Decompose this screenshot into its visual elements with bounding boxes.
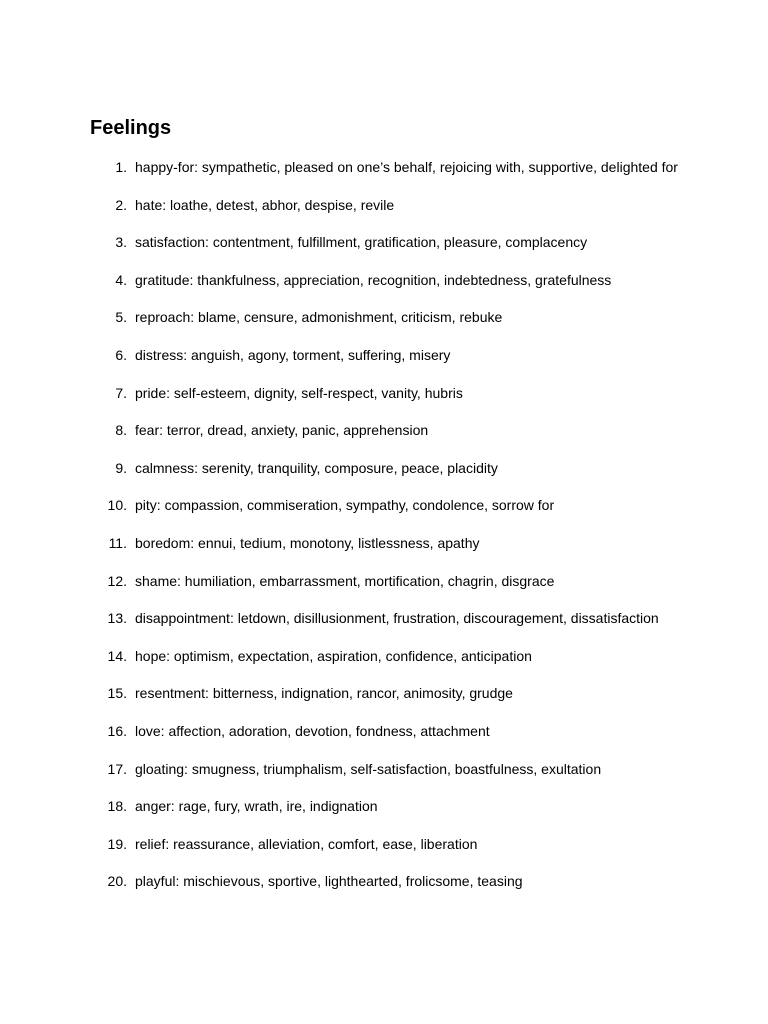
list-item-text: hope: optimism, expectation, aspiration, confidence, anticipation — [135, 647, 532, 664]
list-item-text: pride: self-esteem, dignity, self-respect, vanity, hubris — [135, 384, 463, 401]
list-item-number: 20. — [107, 873, 127, 890]
list-item-number: 4. — [115, 271, 127, 288]
list-item-number: 14. — [107, 647, 127, 664]
list-item-number: 5. — [115, 309, 127, 326]
list-item-number: 6. — [115, 346, 127, 363]
list-item-number: 2. — [115, 196, 127, 213]
list-item-text: playful: mischievous, sportive, lighthearted, frolicsome, teasing — [135, 873, 523, 890]
list-item-number: 17. — [107, 760, 127, 777]
list-item-number: 12. — [107, 572, 127, 589]
list-item-text: happy-for: sympathetic, pleased on one’s behalf, rejoicing with, supportive, delighted for — [135, 159, 678, 175]
list-item-text: distress: anguish, agony, torment, suffering, misery — [135, 346, 451, 363]
list-item-text: anger: rage, fury, wrath, ire, indignation — [135, 798, 378, 815]
list-item-number: 9. — [115, 459, 127, 476]
list-item-text: satisfaction: contentment, fulfillment, gratification, pleasure, complacency — [135, 234, 588, 251]
list-item-number: 3. — [115, 234, 127, 251]
list-item-number: 16. — [107, 722, 127, 739]
list-item-text: fear: terror, dread, anxiety, panic, apprehension — [135, 422, 429, 439]
list-item-number: 7. — [115, 384, 127, 401]
list-item-number: 11. — [108, 534, 127, 551]
list-item-text: hate: loathe, detest, abhor, despise, revile — [135, 196, 395, 213]
list-item-text: calmness: serenity, tranquility, composure, peace, placidity — [135, 459, 498, 476]
list-item-number: 19. — [107, 835, 127, 852]
list-item-text: reproach: blame, censure, admonishment, criticism, rebuke — [135, 309, 503, 326]
list-item-text: resentment: bitterness, indignation, rancor, animosity, grudge — [135, 685, 513, 702]
list-item-text: gratitude: thankfulness, appreciation, recognition, indebtedness, gratefulness — [135, 271, 612, 288]
list-item-text: disappointment: letdown, disillusionment, frustration, discouragement, dissatisfaction — [135, 610, 659, 627]
list-item-text: relief: reassurance, alleviation, comfort, ease, liberation — [135, 835, 478, 852]
list-item-text: pity: compassion, commiseration, sympathy, condolence, sorrow for — [135, 497, 555, 514]
list-item-text: shame: humiliation, embarrassment, mortification, chagrin, disgrace — [135, 572, 555, 589]
list-item-text: boredom: ennui, tedium, monotony, listlessness, apathy — [135, 534, 480, 551]
list-item-text: gloating: smugness, triumphalism, self-satisfaction, boastfulness, exultation — [135, 760, 602, 777]
list-item-number: 13. — [107, 610, 127, 627]
list-item-number: 8. — [115, 422, 127, 439]
list-item-number: 18. — [107, 798, 127, 815]
list-item-number: 15. — [107, 685, 127, 702]
list-item-text: love: affection, adoration, devotion, fondness, attachment — [135, 722, 490, 739]
document-title: Feelings — [90, 117, 172, 139]
list-item-number: 10. — [107, 497, 127, 514]
list-item-number: 1. — [115, 159, 127, 175]
